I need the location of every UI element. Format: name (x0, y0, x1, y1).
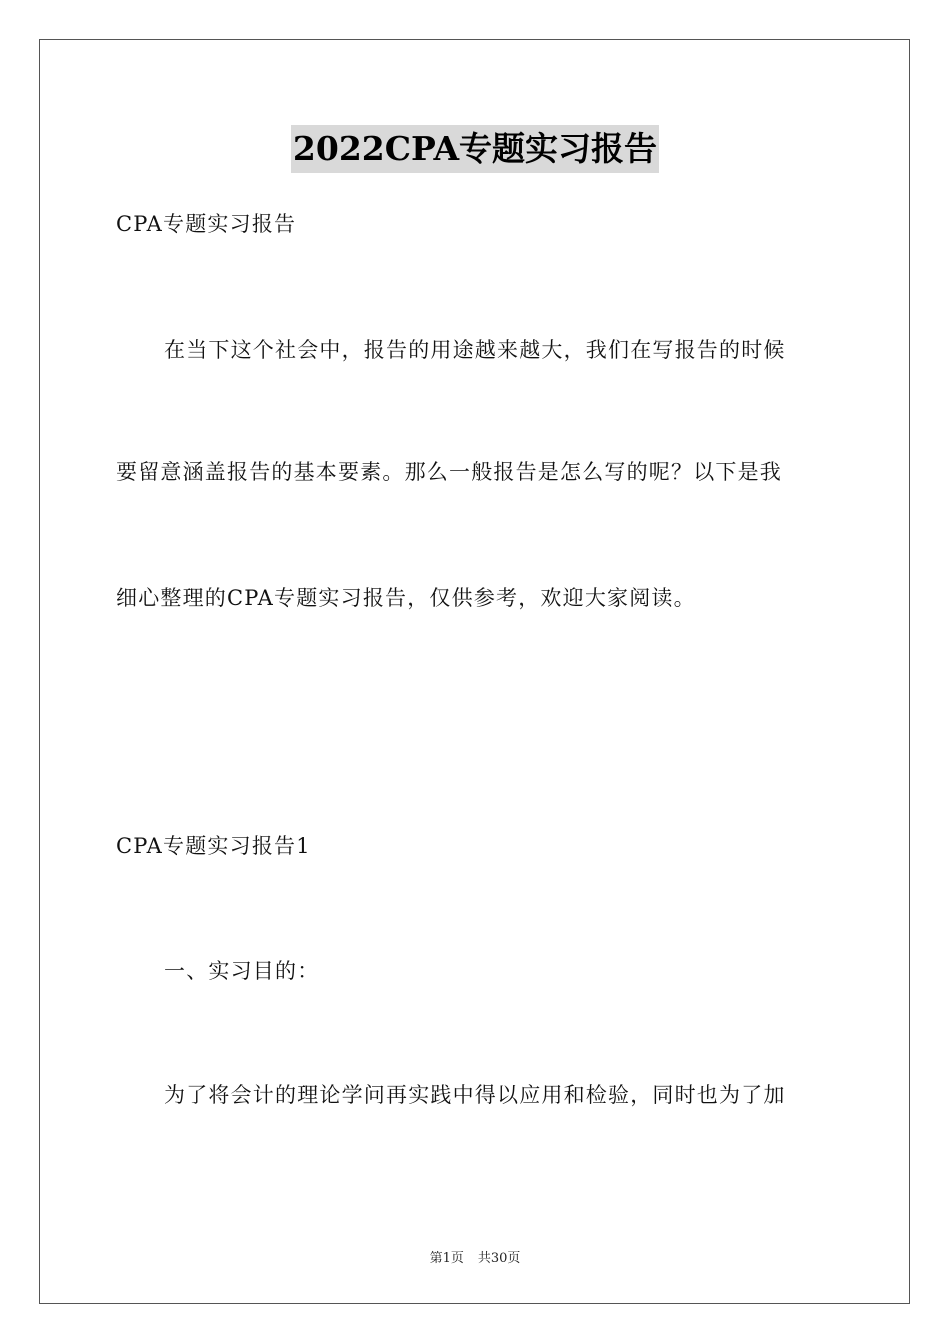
document-subtitle: CPA专题实习报告 (116, 212, 297, 236)
document-title: 2022CPA专题实习报告 (291, 125, 659, 173)
sub-heading: 一、实习目的： (164, 959, 320, 983)
section-heading: CPA专题实习报告1 (116, 834, 311, 858)
page-number: 第1页 (429, 1251, 464, 1266)
intro-line-3: 细心整理的CPA专题实习报告，仅供参考，欢迎大家阅读。 (116, 586, 696, 610)
intro-line-2: 要留意涵盖报告的基本要素。那么一般报告是怎么写的呢？以下是我 (116, 460, 782, 484)
title-container (0, 125, 950, 173)
body-line: 为了将会计的理论学问再实践中得以应用和检验，同时也为了加 (164, 1083, 786, 1107)
intro-line-1: 在当下这个社会中，报告的用途越来越大，我们在写报告的时候 (164, 338, 786, 362)
page-footer (0, 1247, 950, 1266)
total-pages: 共30页 (477, 1251, 521, 1266)
